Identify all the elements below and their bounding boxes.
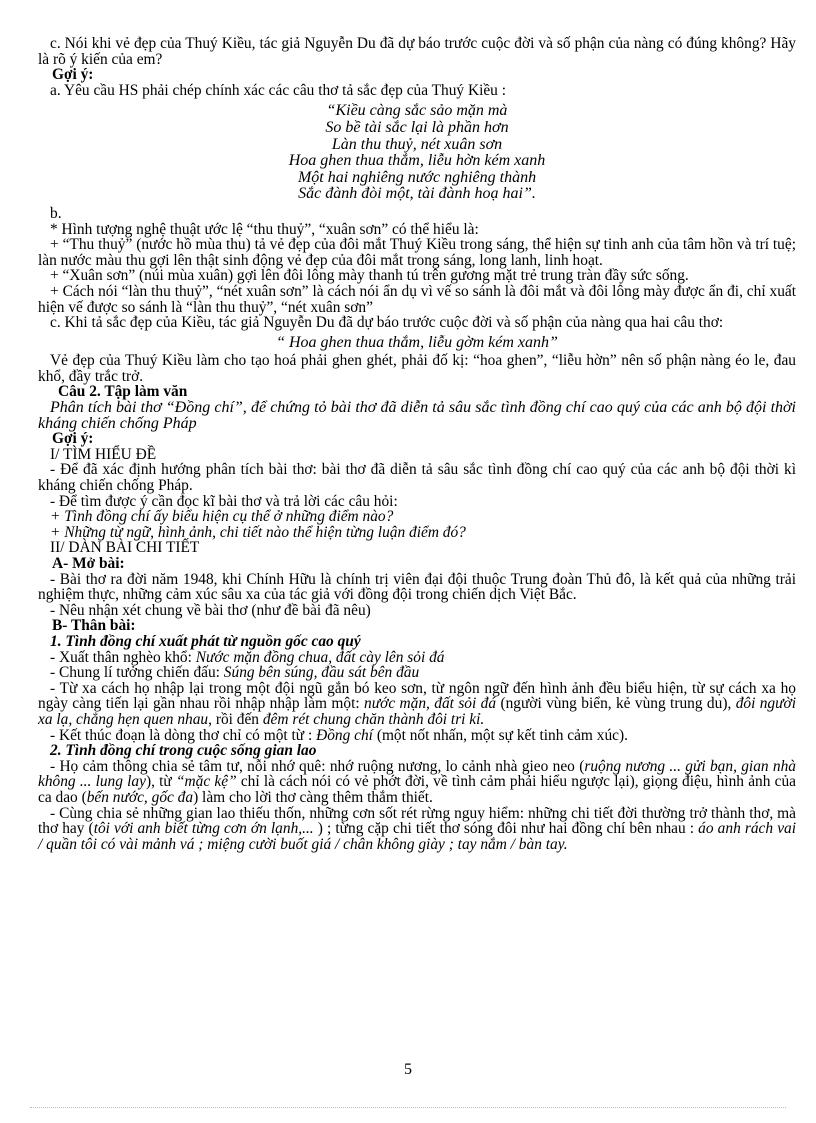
page-bottom-rule [30,1107,786,1108]
poem-line: Một hai nghiêng nước nghiêng thành [297,168,537,186]
poem-line: Làn thu thuỷ, nét xuân sơn [331,135,503,153]
answer-b-xuan-son: + “Xuân sơn” (núi mùa xuân) gợi lên đôi lông mày thanh tú trên gương mặt trẻ trung tràn đầy sức sống. [50,267,689,285]
intro-item: - Bài thơ ra đời năm 1948, khi Chính Hữu là chính trị viên đại đội thuộc Trung đoàn Thủ đô, là kết quả của những trải nghiệm thực, những cảm xúc sâu xa của tác giả với đồng đội trong chiến dịch Việt Bắc. [38,570,796,604]
section-heading-2: II/ DÀN BÀI CHI TIẾT [50,539,200,557]
point-1-item: - Kết thúc đoạn là dòng thơ chỉ có một từ : Đồng chí (một nốt nhấn, một sự kết tinh cảm xúc). [50,726,628,744]
point-2-item: - Họ cảm thông chia sẻ tâm tư, nỗi nhớ quê: nhớ ruộng nương, lo cảnh nhà gieo neo (ruộng nương ... gửi bạn, gian nhà không ... lung lay), từ “mặc kệ” chỉ là cách nói có vẻ phớt đời, về tình cảm phải hiểu ngược lại), giọng điệu, hình ảnh của ca dao (bến nước, gốc đa) làm cho lời thơ càng thêm thắm thiết. [38,757,796,806]
point-1-item: - Xuất thân nghèo khổ: Nước mặn đồng chua, đất cày lên sỏi đá [50,648,445,666]
poem-block [38,103,796,203]
answer-b-thu-thuy: + “Thu thuỷ” (nước hồ mùa thu) tả vẻ đẹp của đôi mắt Thuý Kiều trong sáng, thể hiện sự tinh anh của tâm hồn và trí tuệ; làn nước màu thu gợi lên thật sinh động vẻ đẹp của đôi mắt trong sáng, long lanh, linh hoạt. [38,236,796,269]
subsection-b-heading: B- Thân bài: [52,617,136,635]
question-c: c. Nói khi vẻ đẹp của Thuý Kiều, tác giả Nguyễn Du đã dự báo trước cuộc đời và số phận của nàng có đúng không? Hãy là rõ ý kiến của em? [38,35,796,68]
poem-line: Sắc đành đòi một, tài đành hoạ hai”. [298,185,536,203]
answer-b-intro: * Hình tượng nghệ thuật ước lệ “thu thuỷ”, “xuân sơn” có thể hiểu là: [50,220,479,238]
poem-line: Hoa ghen thua thắm, liễu hờn kém xanh [288,152,546,170]
section-1-item: + Những từ ngữ, hình ảnh, chi tiết nào thể hiện từng luận điểm đó? [50,523,466,541]
intro-item: - Nêu nhận xét chung về bài thơ (như đề bài đã nêu) [50,601,371,619]
answer-b-metaphor: + Cách nói “làn thu thuỷ”, “nét xuân sơn” là cách nói ẩn dụ vì vế so sánh là đôi mắt và đôi lông mày được ẩn đi, chỉ xuất hiện vế được so sánh là “làn thu thuỷ”, “nét xuân sơn” [38,282,796,316]
point-2-item: - Cùng chia sẻ những gian lao thiếu thốn, những cơn sốt rét rừng nguy hiểm: những chi tiết đời thường trở thành thơ, mà thơ hay (tôi với anh biết từng cơn ớn lạnh,... ) ; từng cặp chi tiết thơ sóng đôi như hai đồng chí bên nhau : áo anh rách vai / quần tôi có vài mảnh vá ; miệng cười buốt giá / chân không giày ; tay nắm / bàn tay. [38,804,796,853]
point-2-heading: 2. Tình đồng chí trong cuộc sống gian lao [50,742,317,760]
section-1-item: - Để đã xác định hướng phân tích bài thơ: bài thơ đã diễn tả sâu sắc tình đồng chí cao quý của các anh bộ đội thời kì kháng chiến chống Pháp. [38,461,796,495]
poem-line: “Kiều càng sắc sảo mặn mà [326,102,508,120]
question-2-text: Phân tích bài thơ “Đồng chí”, để chứng tỏ bài thơ đã diễn tả sâu sắc tình đồng chí cao quý của các anh bộ đội thời kháng chiến chống Pháp [38,399,796,432]
answer-a: a. Yêu cầu HS phải chép chính xác các câu thơ tả sắc đẹp của Thuý Kiều : [50,81,506,99]
hint-heading-2: Gợi ý: [52,430,94,448]
section-heading-1: I/ TÌM HIỂU ĐỀ [50,445,157,463]
poem-line: So bề tài sắc lại là phần hơn [325,118,509,136]
hint-heading: Gợi ý: [52,66,94,84]
section-1-item: + Tình đồng chí ấy biểu hiện cụ thể ở những điểm nào? [50,508,394,526]
point-1-item: - Từ xa cách họ nhập lại trong một đội ngũ gắn bó keo sơn, từ ngôn ngữ đến hình ảnh đều biểu hiện, từ sự cách xa họ ngày càng tiến lại gần nhau rồi nhập nhập làm một: nước mặn, đất sỏi đá (người vùng biển, kẻ vùng trung du), đôi người xa lạ, chẳng hẹn quen nhau, rồi đến đêm rét chung chăn thành đôi tri kỉ. [38,679,797,728]
answer-b-label: b. [50,204,62,222]
section-1-item: - Để tìm được ý cần đọc kĩ bài thơ và trả lời các câu hỏi: [50,492,398,510]
document-page [38,36,796,852]
answer-c: c. Khi tả sắc đẹp của Kiều, tác giả Nguyễn Du đã dự báo trước cuộc đời và số phận của nàng qua hai câu thơ: [50,314,724,332]
subsection-a-heading: A- Mở bài: [52,555,125,572]
quote-line: “ Hoa ghen thua thắm, liễu gờm kém xanh” [276,333,558,351]
answer-c-explain: Vẻ đẹp của Thuý Kiều làm cho tạo hoá phải ghen ghét, phải đố kị: “hoa ghen”, “liễu hờn” nên số phận nàng éo le, đau khổ, đầy trắc trở. [38,352,796,385]
question-2-heading: Câu 2. Tập làm văn [58,383,188,401]
point-1-item: - Chung lí tưởng chiến đấu: Súng bên súng, đầu sát bên đầu [50,664,420,682]
point-1-heading: 1. Tình đồng chí xuất phát từ nguồn gốc cao quý [50,632,361,650]
page-number: 5 [404,1061,412,1078]
